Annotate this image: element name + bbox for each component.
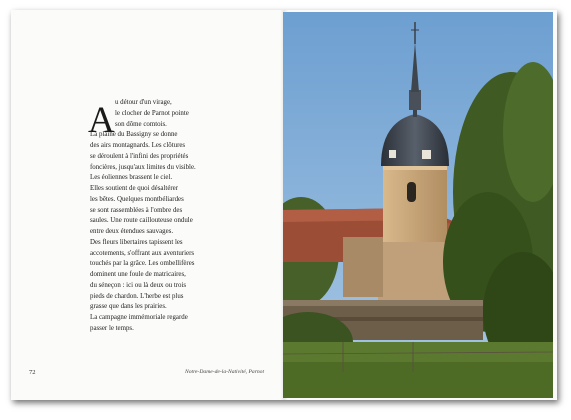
text-line: des airs montagnards. Les clôtures xyxy=(90,142,186,149)
left-page xyxy=(11,10,284,400)
text-line: son dôme comtois. xyxy=(115,120,167,128)
text-line: les bêtes. Quelques montbéliardes xyxy=(90,195,184,203)
text-line: accotements, s'offrant aux aventuriers xyxy=(90,249,195,257)
text-line: La campagne immémoriale regarde xyxy=(90,314,188,321)
text-line: pieds de chardon. L'herbe est plus xyxy=(90,292,184,300)
text-line: se déroulent à l'infini des propriétés xyxy=(90,152,189,160)
page-number: 72 xyxy=(29,369,36,376)
text-line: La plaine du Bassigny se donne xyxy=(90,131,178,139)
text-line: dominent une foule de matricaires, xyxy=(90,271,186,278)
photo-caption: Notre-Dame-de-la-Nativité, Parnot xyxy=(185,369,265,375)
text-line: entre deux étendues sauvages. xyxy=(90,228,174,235)
text-line: Des fleurs libertaires tapissent les xyxy=(90,238,183,246)
text-line: saules. Une route caillouteuse ondule xyxy=(90,217,193,225)
text-line: Elles soutient de quoi désaltérer xyxy=(90,185,179,192)
text-line: foncières, jusqu'aux limites du visible. xyxy=(90,163,196,171)
text-line: le clocher de Parnot pointe xyxy=(115,109,189,117)
text-line: du séneçon : ici ou là deux ou trois xyxy=(90,281,187,289)
body-text xyxy=(90,98,230,335)
text-line: se sont rassemblées à l'ombre des xyxy=(90,206,183,214)
text-line: Les éoliennes brassent le ciel. xyxy=(90,174,173,182)
text-line: touchés par la grâce. Les ombellifères xyxy=(90,260,195,268)
text-line: grasse que dans les prairies. xyxy=(90,303,167,311)
text-line: passer le temps. xyxy=(90,324,134,332)
drop-cap: A xyxy=(88,100,115,141)
text-line: u détour d'un virage, xyxy=(115,99,172,106)
church-photo xyxy=(283,12,553,398)
